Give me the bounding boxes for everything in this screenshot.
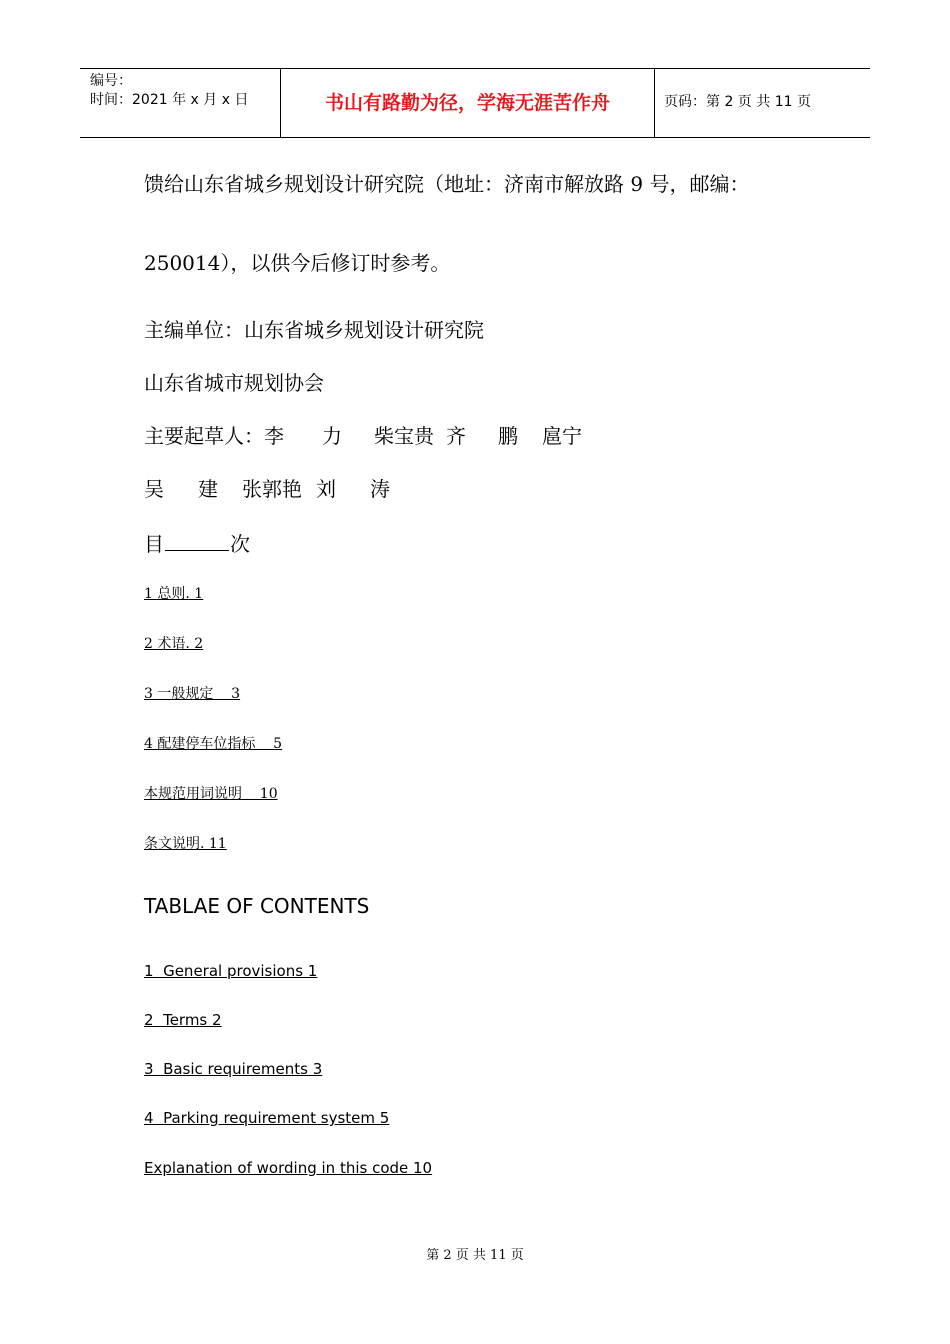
drafters-label: 主要起草人：: [144, 424, 264, 448]
editor-unit: 主编单位：山东省城乡规划设计研究院: [144, 318, 484, 342]
toc-en-item-1[interactable]: 1 General provisions 1: [144, 962, 318, 980]
toc-cn-item-3[interactable]: 3 一般规定 3: [144, 686, 241, 702]
toc-en-item-5[interactable]: Explanation of wording in this code 10: [144, 1159, 433, 1177]
contents-heading: [144, 530, 250, 556]
contents-char-2: 次: [230, 532, 250, 556]
drafter-name: 齐: [446, 424, 466, 448]
toc-cn-item-6[interactable]: 条文说明. 11: [144, 836, 227, 852]
drafter-name: 刘: [316, 477, 336, 501]
contents-char-1: 目: [144, 532, 164, 556]
co-unit: 山东省城市规划协会: [144, 371, 324, 395]
toc-en-item-2[interactable]: 2 Terms 2: [144, 1011, 222, 1029]
drafter-name: 李: [264, 424, 284, 448]
paragraph-line-1: 馈给山东省城乡规划设计研究院（地址：济南市解放路 9 号，邮编：: [144, 172, 750, 196]
drafters-row-2: [144, 477, 390, 501]
page-header: [80, 68, 870, 138]
drafter-name: 张郭艳: [242, 477, 302, 501]
header-motto: 书山有路勤为径，学海无涯苦作舟: [324, 92, 610, 114]
header-meta: [80, 69, 280, 137]
toc-cn-item-1[interactable]: 1 总则. 1: [144, 586, 204, 602]
drafter-name: 涛: [370, 477, 390, 501]
time-label: 时间：2021 年 x 月 x 日: [90, 92, 249, 108]
header-page-info: 页码：第 2 页 共 11 页: [664, 94, 811, 110]
toc-cn-item-4[interactable]: 4 配建停车位指标 5: [144, 736, 283, 752]
page-footer: 第 2 页 共 11 页: [426, 1248, 524, 1263]
toc-en-item-4[interactable]: 4 Parking requirement system 5: [144, 1109, 390, 1127]
drafter-name: 吴: [144, 477, 164, 501]
drafter-name: 柴宝贵: [374, 424, 434, 448]
header-page-cell: [654, 69, 870, 137]
drafter-name: 扈宁: [542, 424, 582, 448]
paragraph-line-2: 250014），以供今后修订时参考。: [144, 251, 451, 275]
contents-underline: [165, 530, 229, 551]
number-label: 编号：: [90, 73, 132, 89]
toc-en-item-3[interactable]: 3 Basic requirements 3: [144, 1060, 323, 1078]
toc-en-heading: TABLAE OF CONTENTS: [144, 894, 370, 918]
drafters-row-1: [144, 424, 582, 448]
toc-cn-item-5[interactable]: 本规范用词说明 10: [144, 786, 278, 802]
toc-cn-item-2[interactable]: 2 术语. 2: [144, 636, 204, 652]
header-motto-cell: [280, 69, 655, 137]
drafter-name: 力: [322, 424, 342, 448]
drafter-name: 建: [198, 477, 218, 501]
drafter-name: 鹏: [498, 424, 518, 448]
